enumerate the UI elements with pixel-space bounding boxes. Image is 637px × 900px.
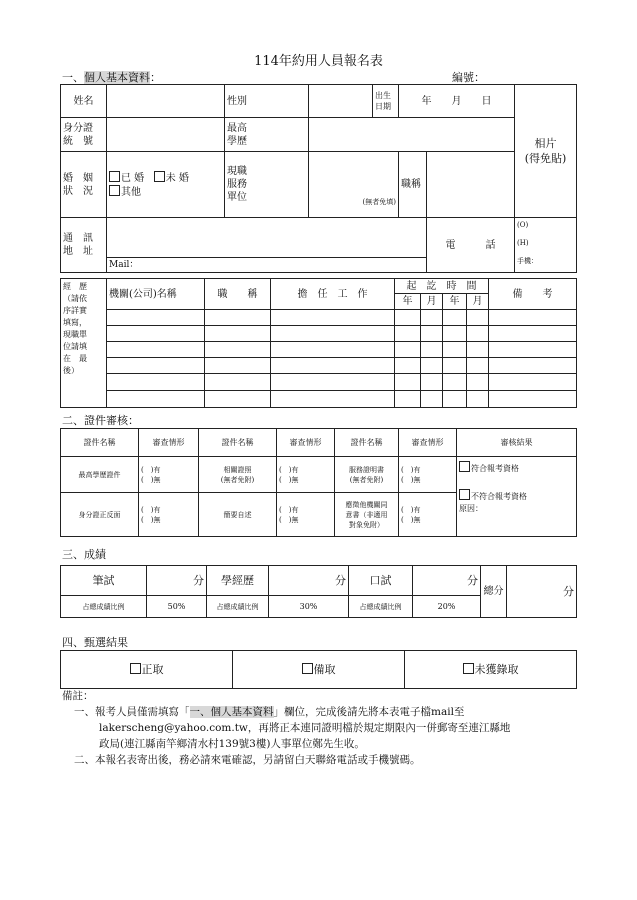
total-score-field[interactable]: 分	[507, 566, 577, 618]
experience-score-field[interactable]: 分	[269, 566, 349, 596]
serial-number-label: 編號：	[452, 71, 485, 84]
cert-license-line1: 相關證照	[223, 465, 252, 474]
cert-consent-letter	[335, 493, 399, 537]
cert-header-result: 審核結果	[457, 429, 577, 457]
cert-consent-line3: 對象免附）	[349, 520, 384, 529]
experience-side-label	[61, 279, 107, 408]
note-2: 二、本報名表寄出後，務必請來電確認，另請留白天聯絡電話或手機號碼。	[74, 754, 421, 766]
cert-service-proof-line1: 服務證明書	[349, 465, 384, 474]
cert-license-line2: (無者免附)	[220, 475, 255, 484]
cert-header-status-3: 審查情形	[399, 429, 457, 457]
name-field[interactable]	[107, 85, 225, 118]
phone-fields[interactable]	[515, 218, 577, 273]
address-label-line1: 通 訊	[63, 233, 93, 244]
cert-header-name-3: 證件名稱	[335, 429, 399, 457]
result-table	[60, 650, 577, 689]
experience-side-line5: 現職單	[63, 330, 87, 339]
backup-label: 備取	[313, 663, 336, 676]
period-header: 起 訖 時 間	[395, 279, 489, 294]
cert-self-intro: 簡要自述	[199, 493, 277, 537]
result-backup-cell	[233, 651, 405, 689]
experience-side-line6: 位請填	[63, 342, 87, 351]
notes-title: 備註：	[62, 690, 94, 702]
marital-label-line2: 狀 況	[63, 185, 93, 197]
cert-no-option[interactable]: ( )無	[141, 475, 161, 484]
hire-checkbox[interactable]	[130, 663, 141, 674]
unqualified-label: 不符合報考資格	[471, 492, 527, 501]
experience-side-line3: 序詳實	[63, 306, 87, 315]
other-marital-label: 其他	[121, 186, 141, 198]
cert-status-cell[interactable]	[277, 457, 335, 493]
current-job-label	[225, 152, 309, 218]
experience-row[interactable]	[61, 358, 577, 374]
cert-review-table	[60, 428, 577, 537]
current-job-label-line1: 現職	[227, 166, 247, 177]
cert-yes-option[interactable]: ( )有	[401, 465, 421, 474]
married-checkbox[interactable]	[109, 171, 120, 182]
experience-side-line8: 後）	[63, 366, 79, 375]
total-score-label: 總分	[481, 566, 507, 618]
unmarried-checkbox[interactable]	[154, 171, 165, 182]
cert-status-cell[interactable]	[399, 457, 457, 493]
cert-status-cell[interactable]	[277, 493, 335, 537]
name-label: 姓名	[61, 85, 107, 118]
cert-yes-option[interactable]: ( )有	[141, 505, 161, 514]
experience-row[interactable]	[61, 310, 577, 326]
cert-yes-option[interactable]: ( )有	[141, 465, 161, 474]
experience-ratio-value: 30%	[269, 596, 349, 618]
experience-row[interactable]	[61, 391, 577, 408]
experience-side-line1: 經 歷	[63, 282, 87, 291]
cert-status-cell[interactable]	[139, 457, 199, 493]
form-title: 114年約用人員報名表	[254, 54, 383, 69]
address-field[interactable]	[107, 218, 427, 258]
note-1	[62, 704, 592, 720]
photo-note: (得免貼)	[524, 152, 567, 165]
oral-score-field[interactable]: 分	[413, 566, 481, 596]
cert-id-card: 身分證正反面	[61, 493, 139, 537]
cert-status-cell[interactable]	[399, 493, 457, 537]
current-job-field[interactable]	[309, 152, 399, 218]
cert-yes-option[interactable]: ( )有	[279, 465, 299, 474]
phone-office: (O)	[517, 221, 529, 229]
current-job-note: (無者免填)	[362, 198, 396, 206]
oral-ratio-value: 20%	[413, 596, 481, 618]
cert-highest-education: 最高學歷證件	[61, 457, 139, 493]
birth-label	[373, 85, 399, 118]
score-table	[60, 565, 577, 618]
cert-consent-line1: 應徵他機關同	[345, 500, 388, 509]
period-start-month: 月	[421, 294, 443, 310]
birth-label-line2: 日期	[375, 102, 391, 111]
section-1-heading	[62, 69, 161, 85]
section-2-heading: 二、證件審核：	[62, 414, 139, 427]
education-label-line1: 最高	[227, 122, 247, 134]
current-job-label-line3: 單位	[227, 192, 247, 203]
married-label: 已 婚	[121, 172, 145, 184]
personal-info-table	[60, 84, 577, 273]
written-test-label: 筆試	[61, 566, 147, 596]
not-hired-checkbox[interactable]	[463, 663, 474, 674]
cert-header-status-2: 審查情形	[277, 429, 335, 457]
cert-yes-option[interactable]: ( )有	[401, 505, 421, 514]
section-1-highlight: 個人基本資料	[84, 71, 150, 84]
photo-label: 相片	[534, 137, 557, 150]
experience-score-label: 學經歷	[207, 566, 269, 596]
remark-header: 備 考	[489, 279, 577, 310]
cert-header-name-1: 證件名稱	[61, 429, 139, 457]
job-title-field[interactable]	[427, 152, 515, 218]
cert-no-option[interactable]: ( )無	[401, 515, 421, 524]
phone-mobile: 手機：	[517, 257, 538, 265]
note-1-line-2: lakerscheng@yahoo.com.tw，再將正本連同證明檔於規定期限內一併郵寄至連江縣地	[99, 722, 511, 734]
marital-label	[61, 152, 107, 218]
period-start-year: 年	[395, 294, 421, 310]
education-field[interactable]	[309, 118, 515, 152]
cert-result-cell	[457, 457, 577, 537]
notes-section	[62, 688, 592, 768]
note-1-highlight: 一、個人基本資料	[189, 706, 274, 718]
section-1-prefix: 一、	[62, 71, 84, 84]
experience-side-line7: 在 最	[63, 354, 87, 363]
oral-test-label: 口試	[349, 566, 413, 596]
section-3-heading: 三、成績	[62, 548, 106, 561]
written-score-field[interactable]: 分	[147, 566, 207, 596]
experience-table	[60, 278, 577, 408]
experience-row[interactable]	[61, 342, 577, 358]
id-label-line1: 身分證	[63, 122, 93, 134]
address-label	[61, 218, 107, 273]
note-1-line-3: 政局(連江縣南竿鄉清水村139號3樓)人事單位鄭先生收。	[99, 738, 365, 750]
experience-row[interactable]	[61, 374, 577, 391]
address-label-line2: 地 址	[63, 246, 93, 257]
id-label-line2: 統 號	[63, 135, 93, 147]
written-ratio-value: 50%	[147, 596, 207, 618]
gender-label: 性別	[225, 85, 309, 118]
gender-field[interactable]	[309, 85, 373, 118]
cert-status-cell[interactable]	[139, 493, 199, 537]
cert-yes-option[interactable]: ( )有	[279, 505, 299, 514]
not-hired-label: 未獲錄取	[474, 663, 519, 676]
cert-header-status-1: 審查情形	[139, 429, 199, 457]
experience-side-line4: 填寫，	[63, 318, 87, 327]
section-1-suffix: ：	[150, 71, 161, 84]
unmarried-label: 未 婚	[165, 172, 189, 184]
org-header: 機關(公司)名稱	[107, 279, 205, 310]
period-end-month: 月	[467, 294, 489, 310]
other-marital-checkbox[interactable]	[109, 185, 120, 196]
experience-row[interactable]	[61, 326, 577, 342]
qualified-label: 符合報考資格	[471, 464, 519, 473]
note-1-part-b: 」欄位，完成後請先將本表電子檔mail至	[273, 706, 465, 718]
marital-label-line1: 婚 姻	[63, 172, 93, 184]
cert-no-option[interactable]: ( )無	[279, 475, 299, 484]
photo-cell[interactable]	[515, 85, 577, 218]
oral-ratio-label: 占總成績比例	[349, 596, 413, 618]
hire-label: 正取	[141, 663, 164, 676]
marital-options	[107, 152, 225, 218]
result-hire-cell	[61, 651, 233, 689]
birth-label-line1: 出生	[375, 91, 391, 100]
education-label-line2: 學歷	[227, 135, 247, 147]
job-title-label: 職稱	[399, 152, 427, 218]
qualified-checkbox[interactable]	[459, 461, 470, 472]
mail-field[interactable]: Mail：	[107, 258, 427, 273]
reason-label: 原因：	[459, 504, 483, 513]
cert-service-proof	[335, 457, 399, 493]
cert-header-name-2: 證件名稱	[199, 429, 277, 457]
title-header: 職 稱	[205, 279, 271, 310]
note-1-part-a: 一、報考人員僅需填寫「	[74, 706, 190, 718]
result-not-hired-cell	[405, 651, 577, 689]
unqualified-checkbox[interactable]	[459, 489, 470, 500]
birth-date-field[interactable]: 年 月 日	[399, 85, 515, 118]
cert-no-option[interactable]: ( )無	[401, 475, 421, 484]
duty-header: 擔 任 工 作	[271, 279, 395, 310]
id-label	[61, 118, 107, 152]
current-job-label-line2: 服務	[227, 179, 247, 190]
cert-no-option[interactable]: ( )無	[279, 515, 299, 524]
cert-no-option[interactable]: ( )無	[141, 515, 161, 524]
experience-ratio-label: 占總成績比例	[207, 596, 269, 618]
id-field[interactable]	[107, 118, 225, 152]
section-4-heading: 四、甄選結果	[62, 636, 128, 649]
phone-home: (H)	[517, 239, 529, 247]
phone-label: 電 話	[427, 218, 515, 273]
written-ratio-label: 占總成績比例	[61, 596, 147, 618]
cert-service-proof-line2: (無者免附)	[349, 475, 384, 484]
period-end-year: 年	[443, 294, 467, 310]
education-label	[225, 118, 309, 152]
experience-side-line2: （請依	[63, 294, 87, 303]
backup-checkbox[interactable]	[302, 663, 313, 674]
cert-consent-line2: 意書（非適用	[345, 510, 388, 519]
cert-license	[199, 457, 277, 493]
